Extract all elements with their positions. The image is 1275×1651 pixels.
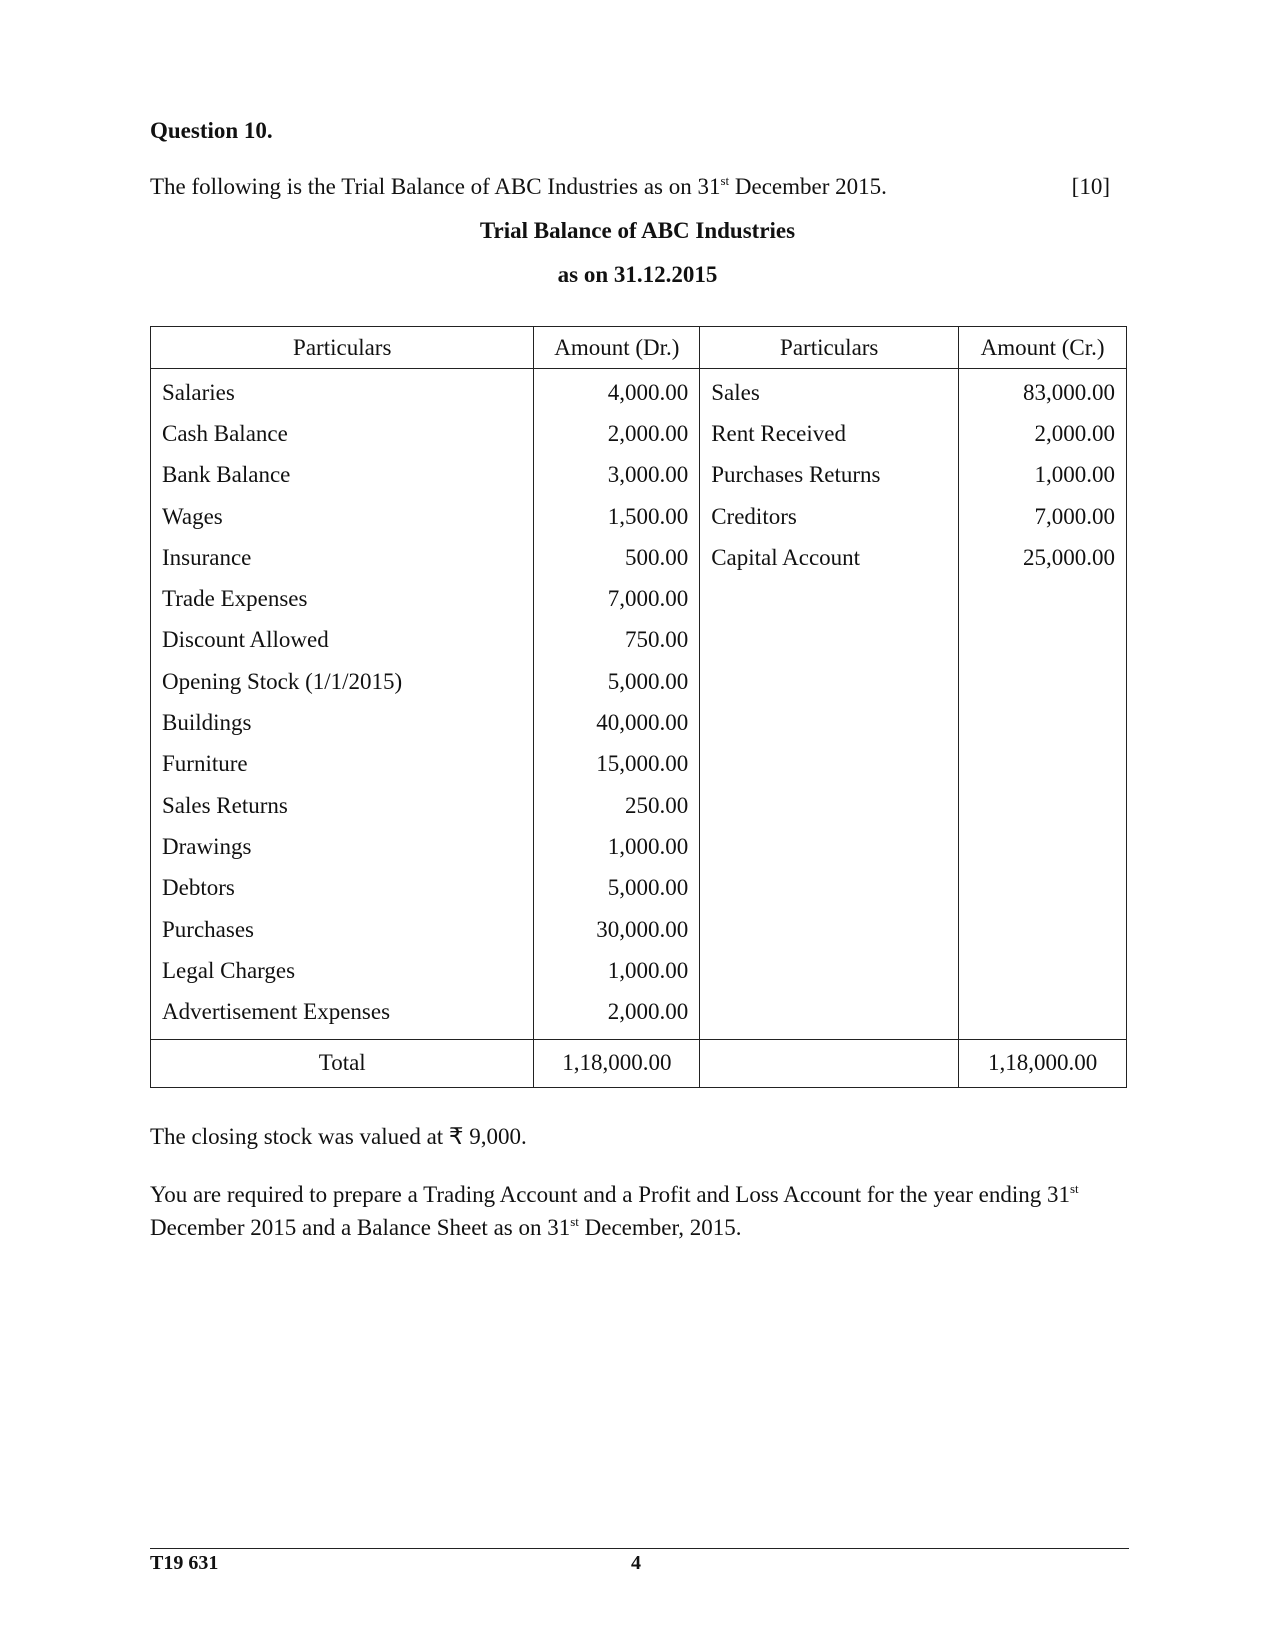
total-cr-label [700,1039,959,1087]
row-cr-particular [700,702,959,743]
row-cr-amount [959,868,1127,909]
table-row [151,496,1127,537]
row-dr-particular: Salaries [151,369,534,414]
row-cr-particular: Purchases Returns [700,455,959,496]
row-cr-particular [700,744,959,785]
trial-balance-table [150,326,1127,1088]
row-cr-particular [700,826,959,867]
table-title: Trial Balance of ABC Industries [479,218,796,243]
page-number: 4 [631,1552,641,1574]
footer-divider [150,1548,1129,1549]
row-cr-amount: 83,000.00 [959,369,1127,414]
row-dr-amount: 30,000.00 [534,909,700,950]
row-dr-amount: 40,000.00 [534,702,700,743]
table-row [151,455,1127,496]
row-cr-amount [959,702,1127,743]
table-row [151,868,1127,909]
intro-text [150,174,1110,200]
row-dr-particular: Sales Returns [151,785,534,826]
header-amount-cr: Amount (Cr.) [959,327,1127,369]
table-row [151,991,1127,1039]
row-dr-particular: Purchases [151,909,534,950]
table-row [151,950,1127,991]
table-row [151,413,1127,454]
instruction-sup-1: st [1070,1181,1079,1196]
row-cr-particular [700,950,959,991]
row-dr-amount: 2,000.00 [534,413,700,454]
row-cr-amount [959,661,1127,702]
table-row [151,785,1127,826]
intro-after: December 2015. [729,174,887,199]
row-cr-particular [700,661,959,702]
table-row [151,909,1127,950]
row-cr-amount [959,785,1127,826]
row-dr-particular: Discount Allowed [151,620,534,661]
row-dr-particular: Wages [151,496,534,537]
row-dr-particular: Furniture [151,744,534,785]
total-cr-amount: 1,18,000.00 [959,1039,1127,1087]
table-row [151,744,1127,785]
table-row [151,369,1127,414]
row-dr-amount: 5,000.00 [534,868,700,909]
total-label: Total [151,1039,534,1087]
row-dr-amount: 500.00 [534,537,700,578]
instruction-text [150,1178,1110,1244]
row-dr-amount: 5,000.00 [534,661,700,702]
paper-code: T19 631 [150,1552,219,1574]
row-cr-particular: Capital Account [700,537,959,578]
total-dr-amount: 1,18,000.00 [534,1039,700,1087]
row-dr-particular: Legal Charges [151,950,534,991]
instruction-part-3: December, 2015. [578,1215,742,1240]
row-dr-particular: Advertisement Expenses [151,991,534,1039]
table-subtitle: as on 31.12.2015 [557,262,718,287]
row-cr-particular [700,578,959,619]
instruction-part-1: You are required to prepare a Trading Account and a Profit and Loss Account for the year ending 31 [150,1182,1070,1207]
row-cr-particular [700,991,959,1039]
table-row [151,702,1127,743]
marks-label: [10] [1071,174,1110,199]
row-dr-amount: 1,000.00 [534,950,700,991]
row-cr-amount: 7,000.00 [959,496,1127,537]
row-dr-amount: 7,000.00 [534,578,700,619]
instruction-part-2: December 2015 and a Balance Sheet as on 31 [150,1215,571,1240]
row-cr-particular [700,868,959,909]
row-dr-amount: 1,000.00 [534,826,700,867]
row-dr-amount: 1,500.00 [534,496,700,537]
row-dr-particular: Bank Balance [151,455,534,496]
table-row [151,578,1127,619]
row-cr-amount: 25,000.00 [959,537,1127,578]
closing-stock-text: The closing stock was valued at ₹ 9,000. [150,1124,527,1149]
row-dr-amount: 250.00 [534,785,700,826]
row-dr-amount: 2,000.00 [534,991,700,1039]
row-cr-amount [959,744,1127,785]
row-cr-particular [700,620,959,661]
row-cr-particular [700,909,959,950]
row-cr-amount [959,620,1127,661]
row-cr-particular [700,785,959,826]
row-dr-particular: Buildings [151,702,534,743]
row-cr-particular: Rent Received [700,413,959,454]
table-body [151,369,1127,1040]
row-cr-particular: Creditors [700,496,959,537]
row-cr-amount [959,950,1127,991]
row-dr-amount: 750.00 [534,620,700,661]
row-cr-amount: 1,000.00 [959,455,1127,496]
instruction-sup-2: st [570,1214,579,1229]
row-cr-amount [959,578,1127,619]
row-cr-amount [959,991,1127,1039]
header-particulars-cr: Particulars [700,327,959,369]
table-row [151,661,1127,702]
question-title: Question 10. [150,118,273,143]
row-dr-amount: 4,000.00 [534,369,700,414]
row-dr-particular: Insurance [151,537,534,578]
total-row [151,1039,1127,1087]
row-dr-particular: Cash Balance [151,413,534,454]
table-row [151,537,1127,578]
row-dr-amount: 15,000.00 [534,744,700,785]
row-dr-amount: 3,000.00 [534,455,700,496]
intro-before: The following is the Trial Balance of ABC Industries as on 31 [150,174,721,199]
row-cr-amount [959,909,1127,950]
row-dr-particular: Trade Expenses [151,578,534,619]
header-amount-dr: Amount (Dr.) [534,327,700,369]
table-row [151,826,1127,867]
row-dr-particular: Drawings [151,826,534,867]
row-cr-particular: Sales [700,369,959,414]
row-dr-particular: Opening Stock (1/1/2015) [151,661,534,702]
header-particulars-dr: Particulars [151,327,534,369]
table-header-row [151,327,1127,369]
table-row [151,620,1127,661]
row-cr-amount [959,826,1127,867]
row-cr-amount: 2,000.00 [959,413,1127,454]
intro-sup: st [720,173,730,188]
row-dr-particular: Debtors [151,868,534,909]
